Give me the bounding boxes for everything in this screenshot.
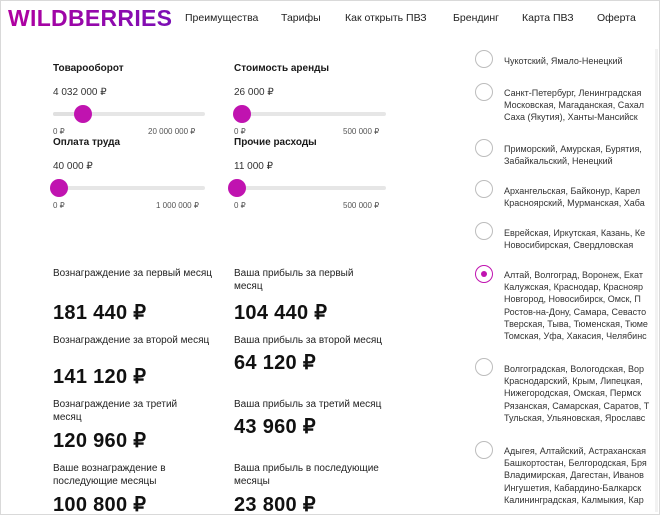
slider-track[interactable] [53, 112, 205, 116]
logo[interactable]: WILDBERRIES [8, 5, 173, 31]
region-line: Башкортостан, Белгородская, Бря [504, 458, 647, 469]
region-options-text [504, 445, 647, 506]
slider-track[interactable] [53, 186, 205, 190]
result-amount: 43 960 ₽ [234, 416, 316, 438]
slider-value: 4 032 000 ₽ [53, 87, 107, 98]
slider-min: 0 ₽ [53, 201, 65, 210]
result-label: Ваше вознаграждение в последующие месяцы [53, 463, 166, 487]
nav-map[interactable]: Карта ПВЗ [522, 12, 574, 24]
region-options-text [504, 363, 649, 424]
region-radio[interactable] [475, 139, 493, 157]
region-radio[interactable] [475, 441, 493, 459]
region-line: Красноярский, Мурманская, Хаба [504, 198, 645, 209]
slider-max: 500 000 ₽ [343, 201, 380, 210]
region-line: Калининградская, Калмыкия, Кар [504, 494, 644, 505]
slider-max: 20 000 000 ₽ [148, 127, 196, 136]
nav-advantages[interactable]: Преимущества [185, 12, 259, 24]
region-radio-selected[interactable] [475, 265, 493, 283]
result-label: Ваша прибыль за второй месяц [234, 335, 383, 346]
region-radio[interactable] [475, 50, 493, 68]
region-line: Саха (Якутия), Ханты-Мансийск [504, 112, 638, 123]
region-line: Чукотский, Ямало-Ненецкий [504, 56, 623, 66]
region-line: Адыгея, Алтайский, Астраханская [504, 446, 647, 456]
nav-tariffs[interactable]: Тарифы [281, 12, 321, 24]
slider-thumb[interactable] [228, 179, 246, 197]
result-label: Ваша прибыль за первый месяц [234, 268, 354, 292]
region-options-text [504, 55, 623, 67]
slider-track[interactable] [234, 112, 386, 116]
result-amount: 100 800 ₽ [53, 494, 147, 515]
slider-value: 11 000 ₽ [234, 161, 273, 172]
region-radio[interactable] [475, 83, 493, 101]
region-line: Нижегородская, Омская, Пермск [504, 388, 642, 399]
slider-track[interactable] [234, 186, 386, 190]
result-label: Вознаграждение за третий месяц [53, 399, 178, 423]
slider-min: 0 ₽ [53, 127, 65, 136]
slider-value: 26 000 ₽ [234, 87, 274, 98]
slider-title: Оплата труда [53, 137, 121, 148]
region-line: Новгород, Новосибирск, Омск, П [504, 294, 641, 305]
region-options-text [504, 143, 642, 167]
nav-how-to-open[interactable]: Как открыть ПВЗ [345, 12, 427, 24]
slider-value: 40 000 ₽ [53, 161, 93, 172]
region-line: Алтай, Волгоград, Воронеж, Екат [504, 270, 643, 280]
region-line: Рязанская, Самарская, Саратов, Т [504, 400, 650, 411]
region-line: Владимирская, Дагестан, Иванов [504, 470, 644, 481]
region-line: Архангельская, Байконур, Карел [504, 186, 641, 196]
nav-offer[interactable]: Оферта [597, 12, 636, 24]
slider-max: 500 000 ₽ [343, 127, 380, 136]
result-amount: 64 120 ₽ [234, 352, 316, 374]
scrollbar[interactable] [655, 49, 658, 512]
result-label: Вознаграждение за второй месяц [53, 335, 210, 346]
region-line: Ингушетия, Кабардино-Балкарск [504, 482, 642, 493]
region-line: Приморский, Амурская, Бурятия, [504, 144, 642, 154]
region-radio[interactable] [475, 180, 493, 198]
region-options-text [504, 185, 645, 209]
slider-title: Прочие расходы [234, 137, 317, 148]
result-label: Вознаграждение за первый месяц [53, 268, 212, 279]
region-line: Санкт-Петербург, Ленинградская [504, 88, 642, 98]
region-options-text [504, 227, 645, 251]
result-label: Ваша прибыль за третий месяц [234, 399, 382, 410]
nav-branding[interactable]: Брендинг [453, 12, 499, 24]
result-amount: 181 440 ₽ [53, 302, 147, 324]
region-line: Калужская, Краснодар, Краснояр [504, 282, 644, 293]
region-line: Забайкальский, Ненецкий [504, 156, 613, 167]
region-options-text [504, 269, 648, 342]
slider-title: Товарооборот [53, 63, 124, 74]
slider-thumb[interactable] [74, 105, 92, 123]
slider-min: 0 ₽ [234, 201, 246, 210]
result-amount: 104 440 ₽ [234, 302, 328, 324]
result-label: Ваша прибыль в последующие месяцы [234, 463, 379, 487]
region-radio[interactable] [475, 358, 493, 376]
result-amount: 141 120 ₽ [53, 366, 147, 388]
region-line: Тверская, Тыва, Тюменская, Тюме [504, 318, 648, 329]
slider-thumb[interactable] [233, 105, 251, 123]
region-options-text [504, 87, 644, 124]
region-line: Новосибирская, Свердловская [504, 240, 634, 251]
region-line: Волгоградская, Вологодская, Вор [504, 364, 645, 374]
slider-thumb[interactable] [50, 179, 68, 197]
region-line: Еврейская, Иркутская, Казань, Ке [504, 228, 646, 238]
slider-max: 1 000 000 ₽ [156, 201, 199, 210]
region-line: Тульская, Ульяновская, Ярославс [504, 412, 646, 423]
region-radio[interactable] [475, 222, 493, 240]
result-amount: 23 800 ₽ [234, 494, 316, 515]
result-amount: 120 960 ₽ [53, 430, 147, 452]
slider-title: Стоимость аренды [234, 63, 330, 74]
region-line: Ростов-на-Дону, Самара, Севасто [504, 306, 647, 317]
region-line: Томская, Уфа, Хакасия, Челябинс [504, 331, 647, 342]
region-line: Московская, Магаданская, Сахал [504, 100, 645, 111]
slider-min: 0 ₽ [234, 127, 246, 136]
region-line: Краснодарский, Крым, Липецкая, [504, 376, 643, 387]
